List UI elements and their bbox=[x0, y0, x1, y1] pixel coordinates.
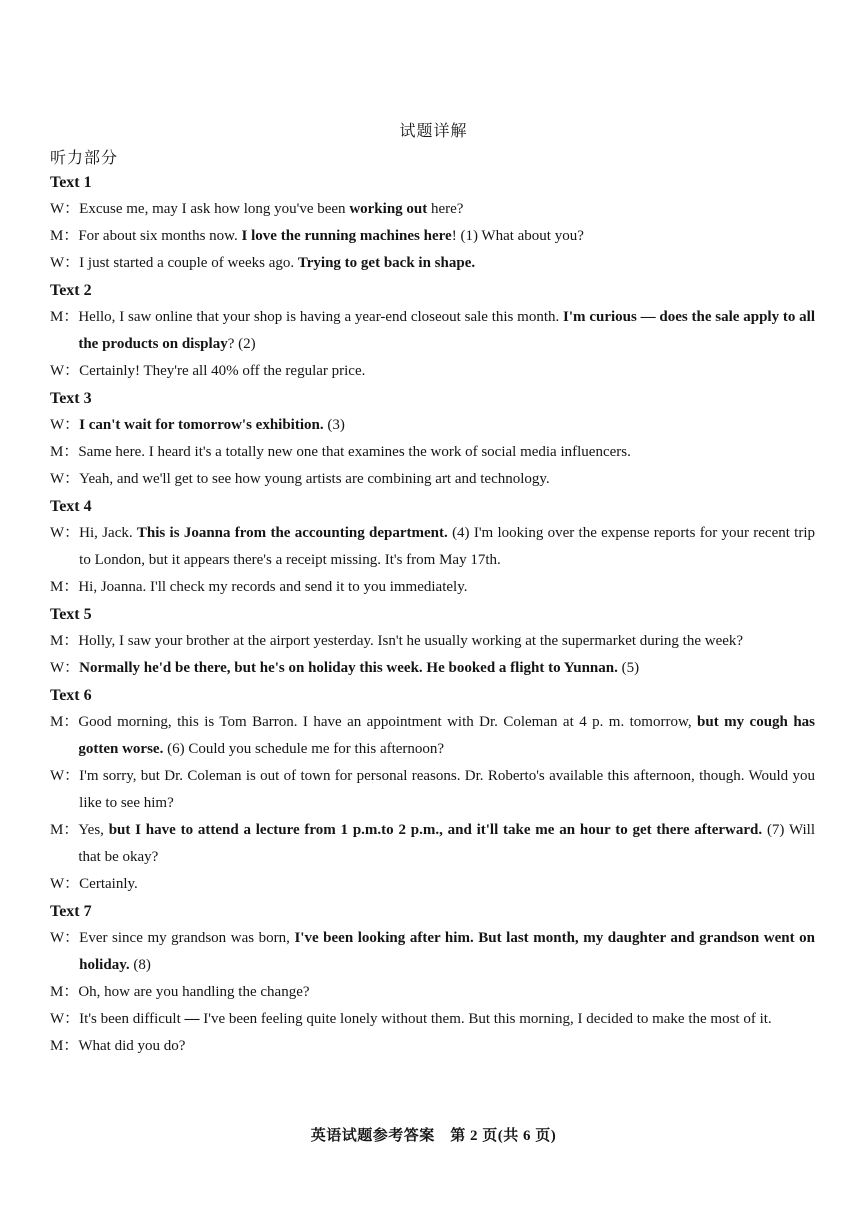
key-phrase: Normally he'd be there, but he's on holiday this week. He booked a flight to Yunnan. bbox=[79, 660, 618, 676]
speaker-label: W： bbox=[50, 471, 80, 487]
text-heading: Text 3 bbox=[50, 390, 92, 407]
dialogue-text bbox=[79, 520, 815, 574]
dialogue-text bbox=[79, 763, 815, 817]
text-segment: What did you do? bbox=[78, 1038, 186, 1054]
dialogue-text bbox=[78, 223, 815, 250]
dialogue-text bbox=[78, 1033, 815, 1060]
key-phrase: but my cough has gotten worse. bbox=[78, 714, 815, 757]
dialogue-line bbox=[50, 655, 815, 682]
text-segment: (7) Will that be okay? bbox=[78, 822, 816, 865]
key-phrase: but I have to attend a lecture from 1 p.m.to 2 p.m., and it'll take me an hour to get there afterward. bbox=[108, 822, 763, 838]
dialogue-line bbox=[50, 466, 815, 493]
key-phrase: working out bbox=[349, 201, 428, 217]
speaker-label: W： bbox=[50, 201, 80, 217]
dialogue-line bbox=[50, 358, 815, 385]
text-segment: I've been feeling quite lonely without them. But this morning, I decided to make the most of it. bbox=[199, 1011, 772, 1027]
section-heading: 听力部分 bbox=[50, 150, 119, 167]
dialogue-line bbox=[50, 439, 815, 466]
text-segment: ? (2) bbox=[227, 336, 256, 352]
text-segment: Excuse me, may I ask how long you've been bbox=[79, 201, 350, 217]
key-phrase: — bbox=[184, 1011, 200, 1027]
dialogue-text bbox=[79, 871, 815, 898]
speaker-label: M： bbox=[50, 633, 79, 649]
text-segment: Hi, Jack. bbox=[79, 525, 137, 541]
text-segment: (3) bbox=[323, 417, 345, 433]
key-phrase: I can't wait for tomorrow's exhibition. bbox=[79, 417, 324, 433]
text-segment: here? bbox=[427, 201, 464, 217]
dialogue-line bbox=[50, 1006, 815, 1033]
text-segment: ! (1) What about you? bbox=[451, 228, 584, 244]
page-title: 试题详解 bbox=[399, 123, 468, 140]
text-segment: Yeah, and we'll get to see how young artists are combining art and technology. bbox=[79, 471, 550, 487]
key-phrase: I've been looking after him. But last month, my daughter and grandson went on holiday. bbox=[79, 930, 815, 973]
key-phrase: This is Joanna from the accounting department. bbox=[136, 525, 448, 541]
dialogue-text bbox=[78, 979, 815, 1006]
dialogue-line bbox=[50, 304, 815, 358]
text-segment: Oh, how are you handling the change? bbox=[78, 984, 310, 1000]
listening-transcripts bbox=[50, 169, 815, 1060]
dialogue-text bbox=[79, 925, 815, 979]
text-segment: Certainly. bbox=[79, 876, 138, 892]
dialogue-line bbox=[50, 223, 815, 250]
dialogue-line bbox=[50, 196, 815, 223]
speaker-label: M： bbox=[50, 822, 79, 838]
speaker-label: M： bbox=[50, 579, 79, 595]
dialogue-text bbox=[79, 358, 815, 385]
key-phrase: I love the running machines here bbox=[241, 228, 452, 244]
speaker-label: W： bbox=[50, 255, 80, 271]
speaker-label: W： bbox=[50, 1011, 80, 1027]
dialogue-line bbox=[50, 763, 815, 817]
text-heading: Text 6 bbox=[50, 687, 92, 704]
text-segment: Same here. I heard it's a totally new one that examines the work of social media influencers. bbox=[78, 444, 631, 460]
dialogue-text bbox=[78, 817, 815, 871]
dialogue-line bbox=[50, 979, 815, 1006]
dialogue-line bbox=[50, 817, 815, 871]
speaker-label: M： bbox=[50, 444, 79, 460]
text-segment: I just started a couple of weeks ago. bbox=[79, 255, 298, 271]
page-footer: 英语试题参考答案 第 2 页(共 6 页) bbox=[310, 1128, 557, 1144]
dialogue-text bbox=[78, 439, 815, 466]
dialogue-line bbox=[50, 709, 815, 763]
dialogue-text bbox=[79, 250, 815, 277]
speaker-label: M： bbox=[50, 309, 79, 325]
text-segment: (5) bbox=[617, 660, 640, 676]
dialogue-text bbox=[79, 412, 815, 439]
text-segment: I'm sorry, but Dr. Coleman is out of town for personal reasons. Dr. Roberto's available this afternoon, though. Would you like to see him? bbox=[79, 768, 815, 811]
dialogue-line bbox=[50, 520, 815, 574]
text-segment: Hi, Joanna. I'll check my records and send it to you immediately. bbox=[78, 579, 468, 595]
text-segment: (8) bbox=[129, 957, 151, 973]
speaker-label: W： bbox=[50, 930, 80, 946]
text-segment: Holly, I saw your brother at the airport yesterday. Isn't he usually working at the supermarket during the week? bbox=[78, 633, 744, 649]
text-heading: Text 5 bbox=[50, 606, 92, 623]
text-heading: Text 2 bbox=[50, 282, 92, 299]
text-heading: Text 7 bbox=[50, 903, 92, 920]
dialogue-text bbox=[78, 628, 815, 655]
text-heading: Text 4 bbox=[50, 498, 92, 515]
speaker-label: W： bbox=[50, 660, 80, 676]
speaker-label: M： bbox=[50, 228, 79, 244]
dialogue-text bbox=[78, 709, 815, 763]
dialogue-line bbox=[50, 628, 815, 655]
text-segment: Hello, I saw online that your shop is having a year-end closeout sale this month. bbox=[78, 309, 564, 325]
speaker-label: M： bbox=[50, 714, 79, 730]
key-phrase: I'm curious — does the sale apply to all the products on display bbox=[78, 309, 816, 352]
speaker-label: W： bbox=[50, 363, 80, 379]
text-segment: Good morning, this is Tom Barron. I have an appointment with Dr. Coleman at 4 p. m. tomorrow, bbox=[78, 714, 698, 730]
speaker-label: W： bbox=[50, 876, 80, 892]
key-phrase: Trying to get back in shape. bbox=[297, 255, 476, 271]
text-segment: Yes, bbox=[78, 822, 109, 838]
dialogue-line bbox=[50, 925, 815, 979]
dialogue-line bbox=[50, 871, 815, 898]
dialogue-text bbox=[79, 466, 815, 493]
speaker-label: W： bbox=[50, 768, 80, 784]
text-segment: It's been difficult bbox=[79, 1011, 185, 1027]
speaker-label: W： bbox=[50, 417, 80, 433]
dialogue-line bbox=[50, 574, 815, 601]
dialogue-text bbox=[78, 574, 815, 601]
dialogue-line bbox=[50, 250, 815, 277]
dialogue-line bbox=[50, 412, 815, 439]
dialogue-text bbox=[79, 655, 815, 682]
dialogue-line bbox=[50, 1033, 815, 1060]
dialogue-text bbox=[79, 1006, 815, 1033]
text-heading: Text 1 bbox=[50, 174, 92, 191]
text-segment: Ever since my grandson was born, bbox=[79, 930, 295, 946]
text-segment: (6) Could you schedule me for this afternoon? bbox=[163, 741, 445, 757]
speaker-label: M： bbox=[50, 984, 79, 1000]
speaker-label: W： bbox=[50, 525, 80, 541]
speaker-label: M： bbox=[50, 1038, 79, 1054]
text-segment: (4) I'm looking over the expense reports for your recent trip to London, but it appears there's a receipt missing. It's from May 17th. bbox=[79, 525, 816, 568]
text-segment: For about six months now. bbox=[78, 228, 242, 244]
dialogue-text bbox=[79, 196, 815, 223]
text-segment: Certainly! They're all 40% off the regular price. bbox=[79, 363, 366, 379]
dialogue-text bbox=[78, 304, 815, 358]
